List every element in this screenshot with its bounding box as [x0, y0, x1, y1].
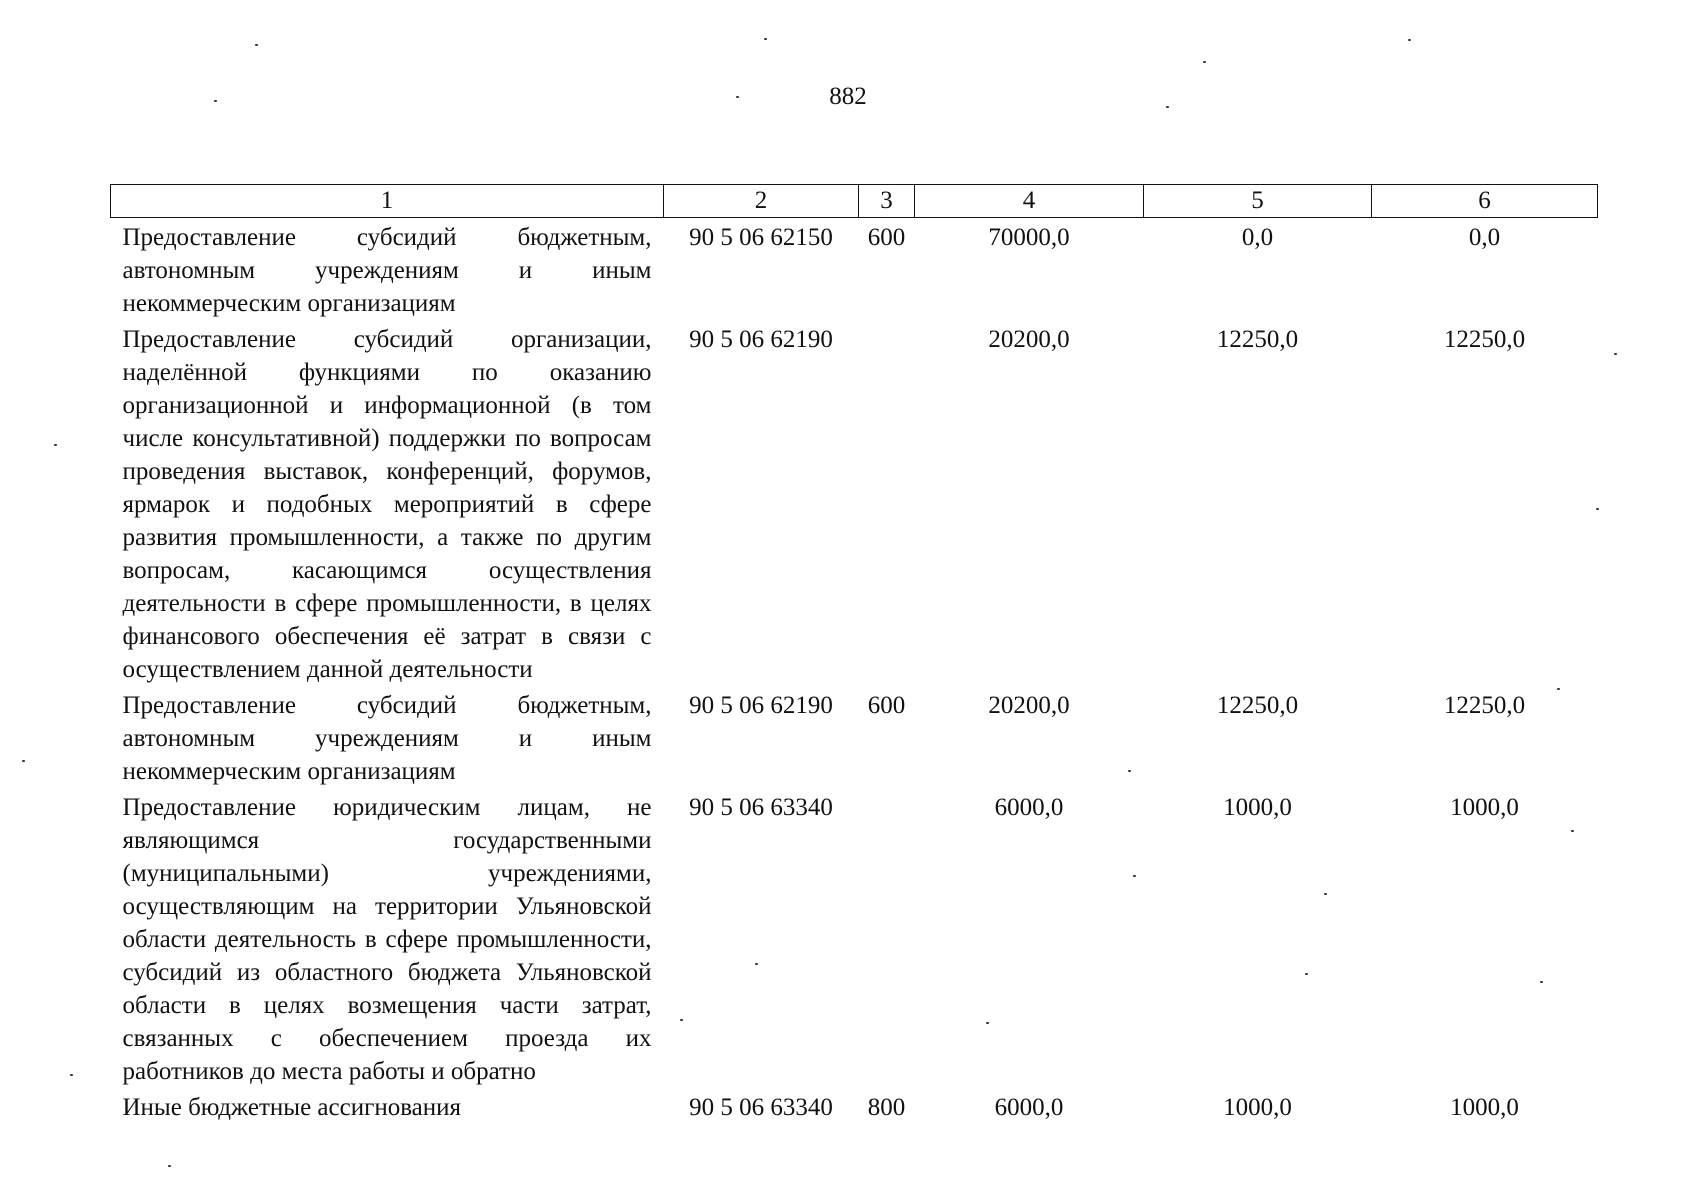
- header-col-1: 1: [111, 185, 664, 218]
- scan-speck: [214, 100, 217, 102]
- row-amount-col6: 0,0: [1468, 224, 1501, 251]
- row-expense-type: 600: [867, 224, 906, 251]
- scan-speck: [22, 760, 25, 762]
- row-amount-col6: 1000,0: [1450, 794, 1519, 821]
- row-description: Предоставление субсидий организации, наделённой функциями по оказанию организационной и информационной (в том числе консультативной) поддержки по вопросам проведения выставок, конференций, форумов, ярмарок и подобных мероприятий в сфере развития промышленности, а также по другим вопросам, касающимся осуществления деятельности в сфере промышленности, в целях финансового обеспечения её затрат в связи с осуществлением данной деятельности: [122, 326, 652, 683]
- row-amount-col5: 1000,0: [1223, 1094, 1292, 1121]
- scan-speck: [986, 1022, 989, 1024]
- row-amount-col6: 1000,0: [1450, 1094, 1519, 1121]
- row-code: 90 5 06 62190: [689, 326, 833, 353]
- page-number: 882: [829, 83, 867, 110]
- scan-speck: [764, 38, 767, 40]
- row-code: 90 5 06 63340: [689, 1094, 833, 1121]
- row-amount-col6: 12250,0: [1443, 692, 1526, 719]
- scan-speck: [1203, 61, 1206, 63]
- table-row: [111, 788, 1598, 1088]
- header-col-3: 3: [859, 185, 915, 218]
- table-row: [111, 320, 1598, 686]
- table-row: [111, 218, 1598, 321]
- row-amount-col5: 12250,0: [1216, 692, 1299, 719]
- scan-speck: [755, 963, 758, 965]
- scan-speck: [1540, 981, 1543, 983]
- header-row: [111, 185, 1598, 218]
- row-description: Иные бюджетные ассигнования: [122, 1094, 462, 1121]
- scan-speck: [680, 1019, 683, 1021]
- row-amount-col5: 0,0: [1241, 224, 1274, 251]
- scan-speck: [168, 1165, 171, 1167]
- scan-speck: [1133, 875, 1136, 877]
- scan-speck: [736, 96, 739, 98]
- row-amount-col4: 6000,0: [994, 1094, 1064, 1121]
- row-description: Предоставление субсидий бюджетным, автономным учреждениям и иным некоммерческим организациям: [122, 224, 652, 317]
- row-expense-type: 800: [867, 1094, 906, 1121]
- scan-speck: [1324, 893, 1327, 895]
- row-code: 90 5 06 63340: [689, 794, 833, 821]
- scan-speck: [70, 1074, 73, 1076]
- row-expense-type: 600: [867, 692, 906, 719]
- row-amount-col4: 70000,0: [988, 224, 1070, 251]
- scan-speck: [1305, 973, 1308, 975]
- header-col-6: 6: [1372, 185, 1598, 218]
- row-description: Предоставление субсидий бюджетным, автономным учреждениям и иным некоммерческим организациям: [122, 692, 652, 785]
- scan-speck: [255, 44, 258, 46]
- row-expense-type: [859, 320, 915, 686]
- header-col-5: 5: [1144, 185, 1372, 218]
- scan-speck: [1614, 353, 1617, 355]
- row-code: 90 5 06 62150: [689, 224, 833, 251]
- row-description: Предоставление юридическим лицам, не являющимся государственными (муниципальными) учреждениями, осуществляющим на территории Ульяновской области деятельность в сфере промышленности, субсидий из областного бюджета Ульяновской области в целях возмещения части затрат, связанных с обеспечением проезда их работников до места работы и обратно: [122, 794, 652, 1085]
- row-amount-col6: 12250,0: [1443, 326, 1526, 353]
- scan-speck: [54, 444, 57, 446]
- row-code: 90 5 06 62190: [689, 692, 833, 719]
- scan-speck: [1596, 508, 1599, 510]
- table-header: [111, 185, 1598, 218]
- row-amount-col5: 1000,0: [1223, 794, 1292, 821]
- row-amount-col4: 20200,0: [988, 326, 1070, 353]
- scan-speck: [1408, 39, 1411, 41]
- scan-speck: [1128, 770, 1131, 772]
- table-body: [111, 218, 1598, 1125]
- header-col-4: 4: [915, 185, 1144, 218]
- scan-speck: [1166, 106, 1169, 108]
- table-row: [111, 686, 1598, 788]
- row-expense-type: [859, 788, 915, 1088]
- table-row: [111, 1088, 1598, 1124]
- row-amount-col4: 6000,0: [994, 794, 1064, 821]
- budget-table: [110, 184, 1598, 1124]
- row-amount-col4: 20200,0: [988, 692, 1070, 719]
- scan-speck: [1571, 830, 1574, 832]
- header-col-2: 2: [664, 185, 859, 218]
- row-amount-col5: 12250,0: [1216, 326, 1299, 353]
- scan-speck: [1557, 688, 1560, 690]
